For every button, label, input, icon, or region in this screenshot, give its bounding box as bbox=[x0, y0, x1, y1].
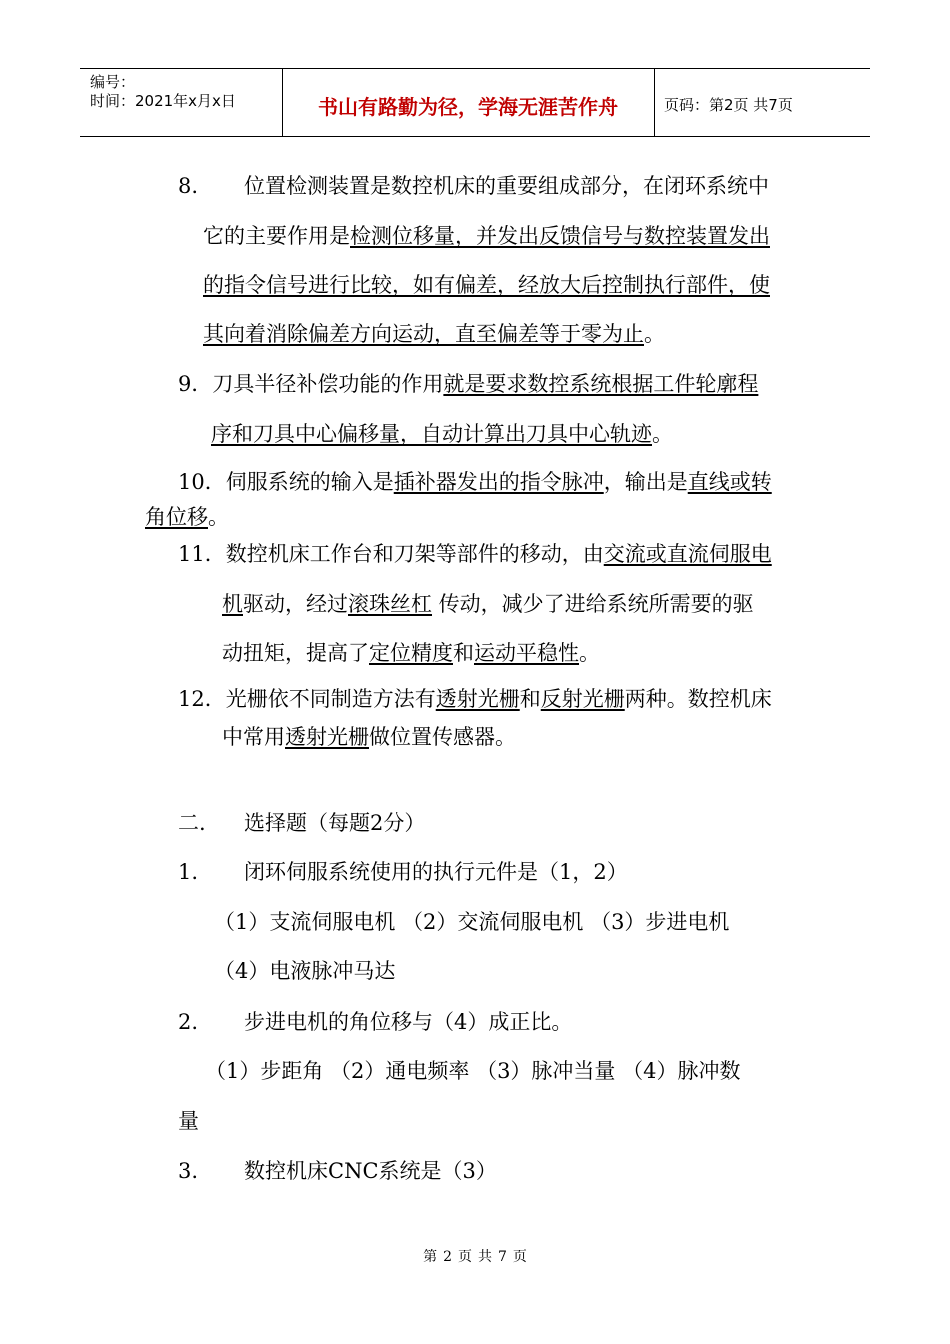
footer-total: 7 bbox=[498, 1249, 507, 1265]
q11-text-4: 动扭矩，提高了 bbox=[222, 641, 369, 665]
q8-line-1: 位置检测装置是数控机床的重要组成部分，在闭环系统中 bbox=[244, 174, 769, 198]
mc2-options-2: 量 bbox=[178, 1109, 199, 1133]
q10-answer-2: 直线或转 bbox=[687, 470, 772, 494]
q8-line-2 bbox=[203, 224, 770, 248]
q11-answer-1: 交流或直流伺服电 bbox=[603, 542, 772, 566]
q8-answer: 检测位移量，并发出反馈信号与数控装置发出 bbox=[350, 224, 770, 248]
q12-text-1: 12．光栅依不同制造方法有 bbox=[178, 687, 436, 711]
section-2-title: 选择题（每题2分） bbox=[244, 811, 426, 835]
page-footer bbox=[0, 1246, 950, 1266]
q10-text-2: ，输出是 bbox=[603, 470, 688, 494]
q9-line-2 bbox=[211, 422, 673, 446]
q9-answer: 就是要求数控系统根据工件轮廓程 bbox=[443, 372, 759, 396]
q8-number: 8. bbox=[178, 174, 199, 198]
mc2-options-1: （1）步距角 （2）通电频率 （3）脉冲当量 （4）脉冲数 bbox=[205, 1059, 741, 1083]
q11-line-2 bbox=[222, 592, 754, 616]
section-2-number: 二. bbox=[178, 811, 206, 835]
mc1-options-1: （1）支流伺服电机 （2）交流伺服电机 （3）步进电机 bbox=[214, 910, 730, 934]
q12-text-2: 和 bbox=[519, 687, 541, 711]
header-top-border bbox=[80, 68, 870, 69]
q8-line-3: 的指令信号进行比较，如有偏差，经放大后控制执行部件，使 bbox=[203, 273, 770, 297]
q8-answer-end: 其向着消除偏差方向运动，直至偏差等于零为止 bbox=[203, 322, 644, 346]
mc2-question: 步进电机的角位移与（4）成正比。 bbox=[244, 1010, 573, 1034]
doc-number-label: 编号： bbox=[90, 73, 136, 91]
q8-text: 它的主要作用是 bbox=[203, 224, 350, 248]
q11-text-1: 11．数控机床工作台和刀架等部件的移动，由 bbox=[178, 542, 604, 566]
footer-ye-2: 页 bbox=[512, 1249, 527, 1265]
q11-answer-2: 滚珠丝杠 bbox=[348, 592, 432, 616]
mc3-number: 3. bbox=[178, 1159, 199, 1183]
q12-answer-1: 透射光栅 bbox=[435, 687, 520, 711]
q11-answer-4: 运动平稳性 bbox=[474, 641, 579, 665]
q12-answer-3: 透射光栅 bbox=[285, 725, 369, 749]
q11-text-3: 传动，减少了进给系统所需要的驱 bbox=[432, 592, 754, 616]
q10-answer-1: 插补器发出的指令脉冲 bbox=[393, 470, 604, 494]
q9-answer-end: 序和刀具中心偏移量，自动计算出刀具中心轨迹 bbox=[211, 422, 652, 446]
q12-answer-2: 反射光栅 bbox=[540, 687, 625, 711]
mc3-question: 数控机床CNC系统是（3） bbox=[244, 1159, 497, 1183]
q11-text-5: 和 bbox=[453, 641, 474, 665]
q10-period: 。 bbox=[208, 505, 229, 529]
q8-line-4 bbox=[203, 322, 665, 346]
q12-text-3: 两种。数控机床 bbox=[624, 687, 772, 711]
q8-period: 。 bbox=[644, 322, 665, 346]
q11-answer-1-end: 机 bbox=[222, 592, 243, 616]
q12-line-2 bbox=[222, 725, 516, 749]
mc1-number: 1. bbox=[178, 860, 199, 884]
q11-line-1 bbox=[178, 542, 772, 566]
q9-text: 9．刀具半径补偿功能的作用 bbox=[178, 372, 444, 396]
q11-period: 。 bbox=[579, 641, 600, 665]
mc1-options-2: （4）电液脉冲马达 bbox=[214, 959, 396, 983]
q10-answer-2-end: 角位移 bbox=[145, 505, 208, 529]
footer-di: 第 bbox=[423, 1249, 438, 1265]
header-divider-right bbox=[654, 68, 655, 136]
q10-text-1: 10．伺服系统的输入是 bbox=[178, 470, 394, 494]
footer-gong: 共 bbox=[478, 1249, 492, 1265]
q11-line-3 bbox=[222, 641, 600, 665]
footer-ye: 页 bbox=[458, 1249, 472, 1265]
q11-text-2: 驱动，经过 bbox=[243, 592, 348, 616]
mc2-number: 2. bbox=[178, 1010, 199, 1034]
mc1-question: 闭环伺服系统使用的执行元件是（1，2） bbox=[244, 860, 628, 884]
header-motto: 书山有路勤为径，学海无涯苦作舟 bbox=[318, 95, 618, 119]
q9-period: 。 bbox=[652, 422, 673, 446]
q9-line-1 bbox=[178, 372, 758, 396]
q12-line-1 bbox=[178, 687, 772, 711]
q11-answer-3: 定位精度 bbox=[369, 641, 453, 665]
doc-date-label: 时间：2021年x月x日 bbox=[90, 92, 236, 110]
footer-page-num: 2 bbox=[443, 1249, 452, 1265]
q10-line-2 bbox=[145, 505, 229, 529]
header-bottom-border bbox=[80, 136, 870, 137]
q10-line-1 bbox=[178, 470, 772, 494]
q12-text-4: 中常用 bbox=[222, 725, 285, 749]
q12-text-5: 做位置传感器。 bbox=[369, 725, 516, 749]
page-info: 页码：第2页 共7页 bbox=[664, 96, 793, 114]
